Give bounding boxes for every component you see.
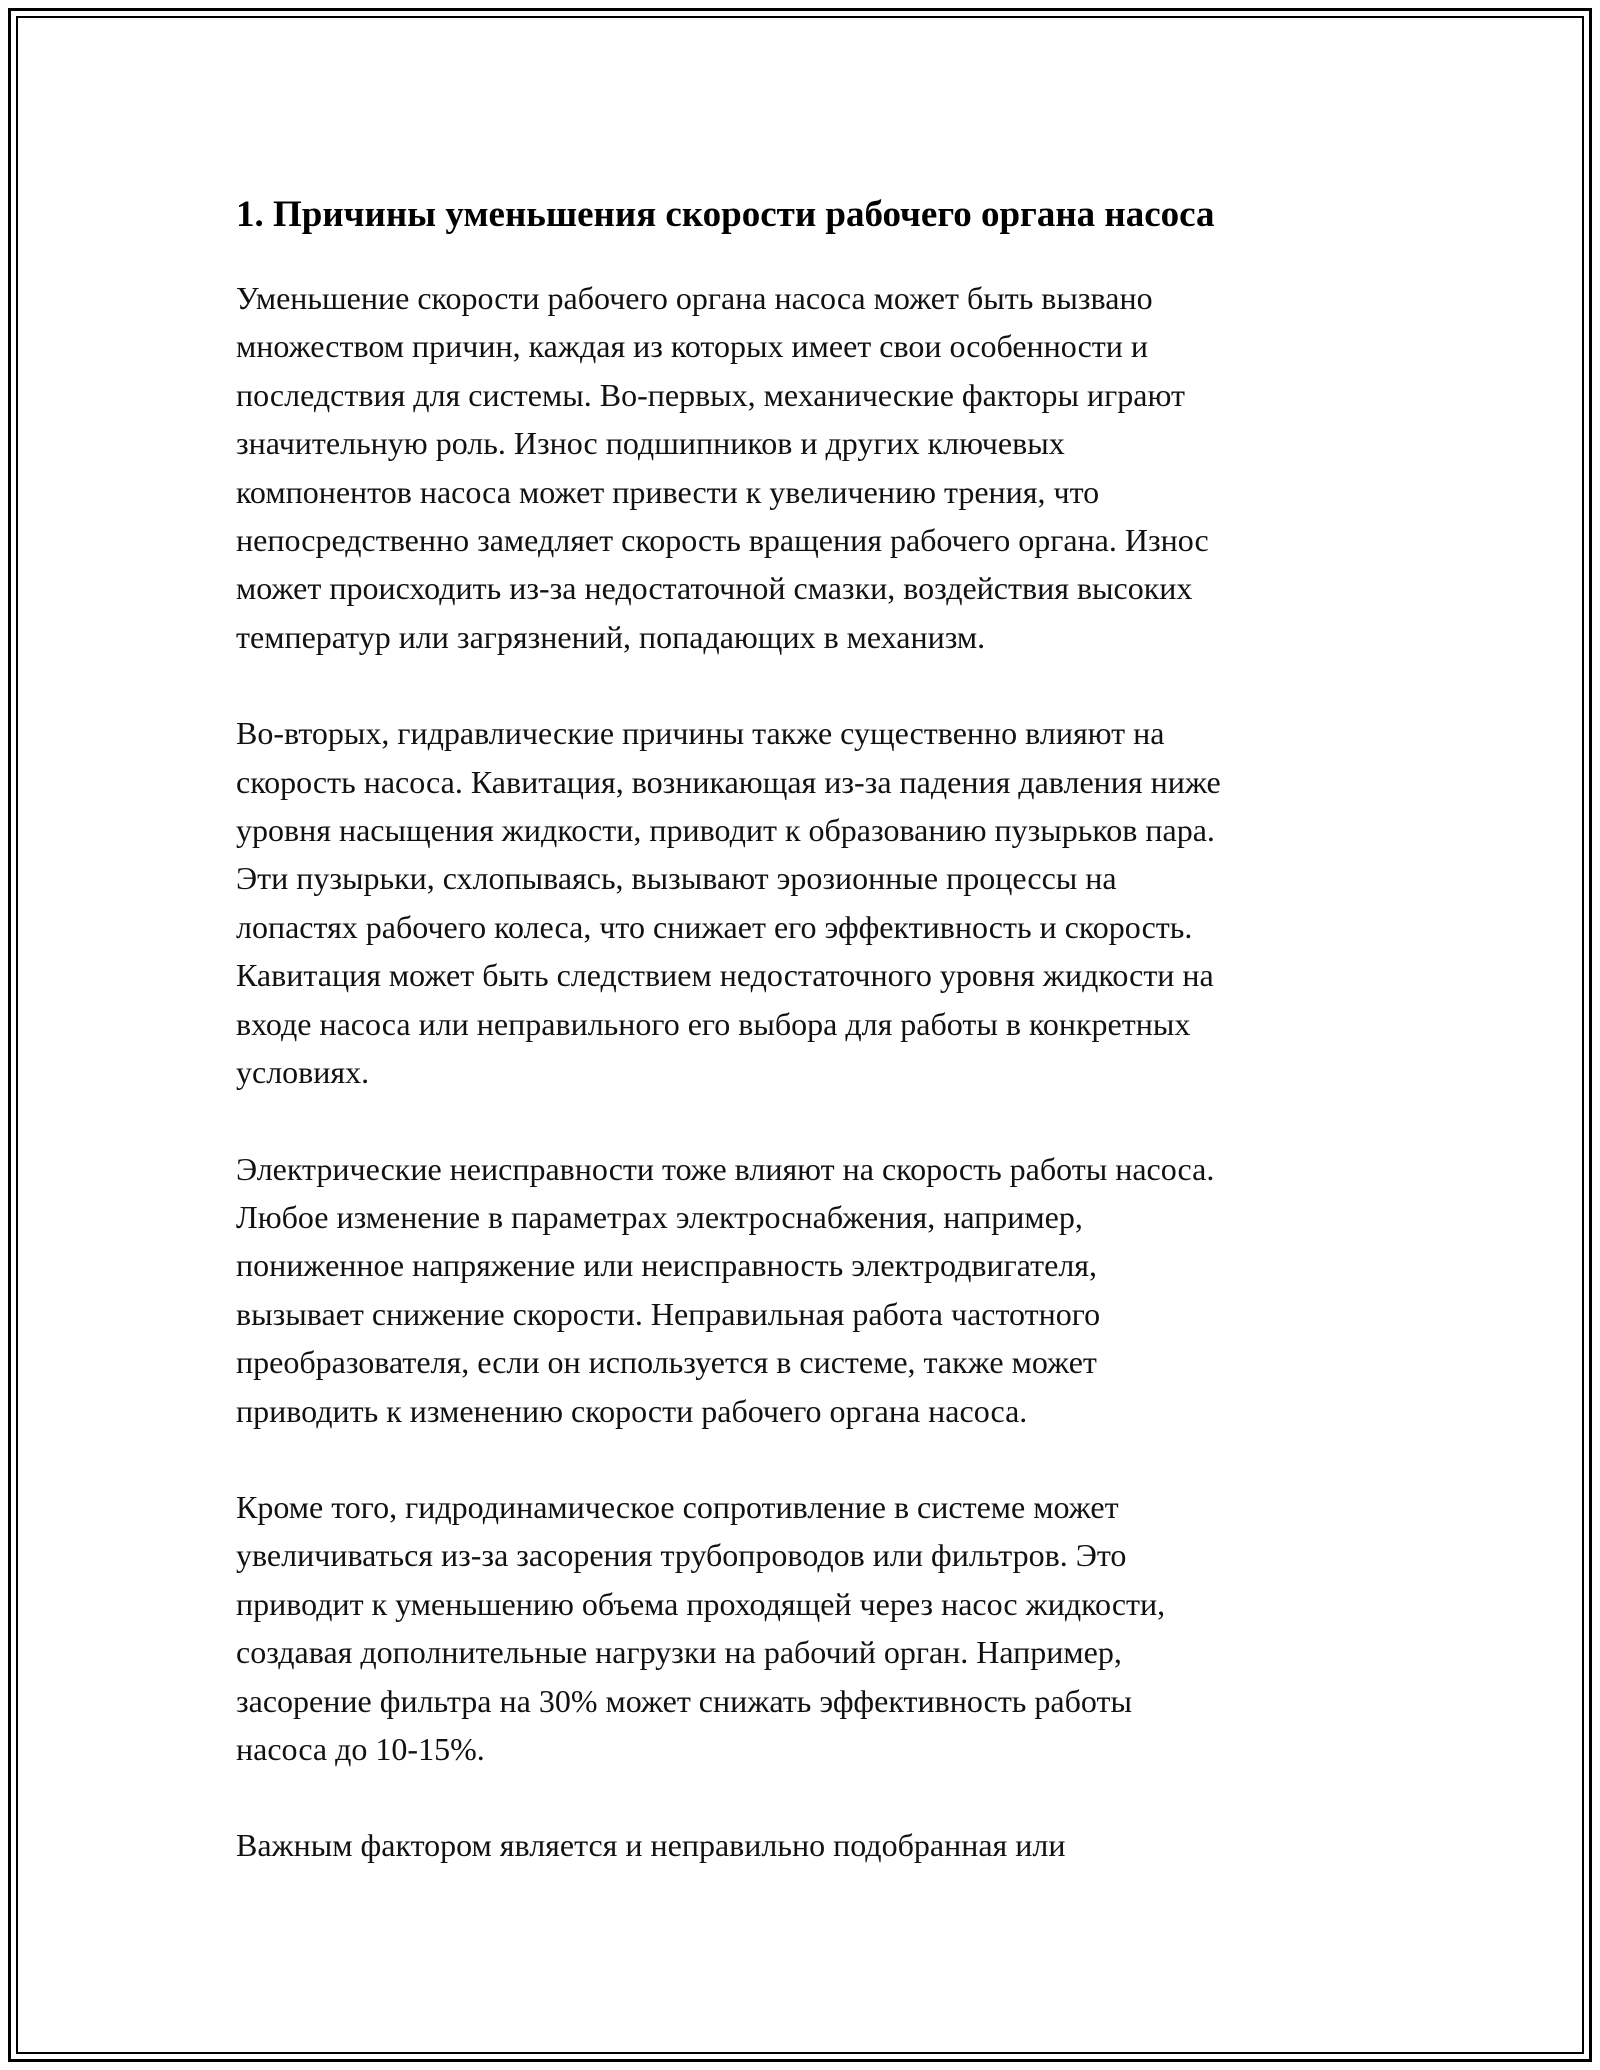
text-line: компонентов насоса может привести к увеличению трения, что xyxy=(236,473,1100,510)
text-line: преобразователя, если он используется в системе, также может xyxy=(236,1344,1097,1381)
text-line: Любое изменение в параметрах электроснабжения, например, xyxy=(236,1198,1083,1235)
text-line: скорость насоса. Кавитация, возникающая из-за падения давления ниже xyxy=(236,763,1221,800)
text-line: Электрические неисправности тоже влияют на скорость работы насоса. xyxy=(236,1150,1215,1187)
text-line: приводить к изменению скорости рабочего органа насоса. xyxy=(236,1392,1028,1429)
text-line: пониженное напряжение или неисправность электродвигателя, xyxy=(236,1247,1098,1284)
text-line: вызывает снижение скорости. Неправильная работа частотного xyxy=(236,1295,1101,1332)
paragraph-important-factor xyxy=(236,1821,1376,1869)
text-line: создавая дополнительные нагрузки на рабочий орган. Например, xyxy=(236,1634,1122,1671)
text-line: Кроме того, гидродинамическое сопротивление в системе может xyxy=(236,1488,1119,1525)
document-body xyxy=(236,186,1376,1918)
text-line: Во-вторых, гидравлические причины также существенно влияют на xyxy=(236,715,1165,752)
text-line: приводит к уменьшению объема проходящей через насос жидкости, xyxy=(236,1585,1166,1622)
paragraph-hydrodynamic-resistance xyxy=(236,1483,1376,1773)
paragraph-electrical-causes xyxy=(236,1145,1376,1435)
text-line: непосредственно замедляет скорость вращения рабочего органа. Износ xyxy=(236,522,1209,559)
text-line: Важным фактором является и неправильно подобранная или xyxy=(236,1827,1066,1864)
text-line: множеством причин, каждая из которых имеет свои особенности и xyxy=(236,328,1149,365)
paragraph-mechanical-causes xyxy=(236,274,1376,661)
text-line: лопастях рабочего колеса, что снижает его эффективность и скорость. xyxy=(236,908,1193,945)
text-line: увеличиваться из-за засорения трубопроводов или фильтров. Это xyxy=(236,1537,1127,1574)
text-line: значительную роль. Износ подшипников и других ключевых xyxy=(236,425,1065,462)
text-line: Эти пузырьки, схлопываясь, вызывают эрозионные процессы на xyxy=(236,860,1117,897)
text-line: уровня насыщения жидкости, приводит к образованию пузырьков пара. xyxy=(236,812,1215,849)
text-line: последствия для системы. Во-первых, механические факторы играют xyxy=(236,376,1185,413)
text-line: температур или загрязнений, попадающих в механизм. xyxy=(236,618,986,655)
text-line: может происходить из-за недостаточной смазки, воздействия высоких xyxy=(236,570,1193,607)
text-line: Уменьшение скорости рабочего органа насоса может быть вызвано xyxy=(236,280,1153,316)
text-line: насоса до 10-15%. xyxy=(236,1730,485,1767)
paragraph-hydraulic-causes xyxy=(236,709,1376,1096)
text-line: входе насоса или неправильного его выбора для работы в конкретных xyxy=(236,1005,1191,1042)
section-heading: 1. Причины уменьшения скорости рабочего органа насоса xyxy=(236,194,1215,235)
text-line: засорение фильтра на 30% может снижать эффективность работы xyxy=(236,1682,1132,1719)
text-line: Кавитация может быть следствием недостаточного уровня жидкости на xyxy=(236,957,1214,994)
text-line: условиях. xyxy=(236,1054,370,1091)
